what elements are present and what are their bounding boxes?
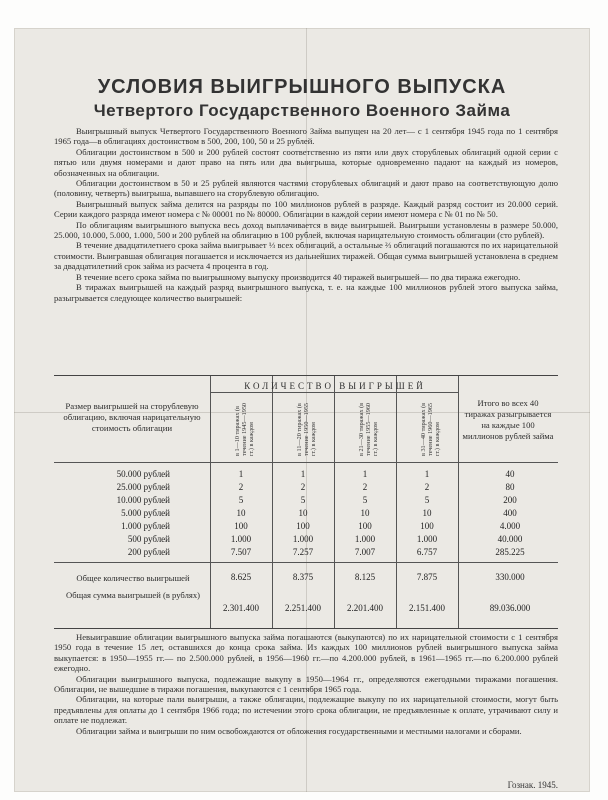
prize-count: 10 [236, 508, 246, 518]
prize-count: 2 [424, 482, 430, 492]
prize-size: 50.000 рублей [116, 469, 170, 479]
table-rule [210, 376, 211, 628]
prize-size: 200 рублей [127, 547, 170, 557]
prize-count: 10 [360, 508, 370, 518]
paragraph: Облигации выигрышного выпуска, подлежащие выкупу в 1950—1964 гг., определяются ежегодными тиражами погашения. Облигации, не вышедшие в тиражи погашения, выкупаются с 1 сентября 1965 года. [54, 673, 558, 695]
prize-size: 1.000 рублей [121, 521, 170, 531]
prize-count: 7.007 [354, 547, 376, 557]
summary-value: 8.125 [354, 572, 376, 582]
table-rule [54, 462, 558, 463]
prize-count: 100 [296, 521, 310, 531]
prize-total: 40.000 [497, 534, 523, 544]
prize-count: 100 [234, 521, 248, 531]
prize-total: 4.000 [499, 521, 521, 531]
summary-label: Общая сумма выигрышей (в рублях) [66, 590, 200, 600]
prize-count: 100 [420, 521, 434, 531]
paragraph: Облигации достоинством в 500 и 200 рублей состоят соответственно из пяти или двух сторублевых облигаций одной серии с пятью или двумя номерами и дают право на пять или два выигрыша, которые одновременно падают на каждый из номеров, обозначенных на облигации. [54, 146, 558, 178]
table-rule [54, 562, 558, 563]
period-header: в 31—40 тиражах (в течение 1960—1965 гг.) в каждом [420, 402, 441, 456]
prize-total: 80 [505, 482, 515, 492]
title-line-2: Четвертого Государственного Военного Займа [93, 101, 511, 120]
size-column-header: Размер выигрышей на сторублевую облигацию, включая нарицательную стоимость облигации [63, 401, 201, 433]
total-column-header: Итого во всех 40 тиражах разыгрывается на каждые 100 миллионов рублей займа [462, 398, 554, 441]
prize-size: 500 рублей [127, 534, 170, 544]
prize-total: 285.225 [495, 547, 525, 557]
closing-text [54, 632, 558, 736]
summary-value: 2.301.400 [223, 603, 259, 613]
table-rule [396, 376, 397, 628]
prize-table [54, 375, 558, 629]
prize-count: 1.000 [292, 534, 314, 544]
summary-value: 2.251.400 [285, 603, 321, 613]
summary-total: 89.036.000 [489, 603, 531, 613]
printer-imprint: Гознак. 1945. [507, 780, 558, 790]
title-line-1: УСЛОВИЯ ВЫИГРЫШНОГО ВЫПУСКА [97, 76, 507, 98]
summary-value: 8.625 [230, 572, 252, 582]
summary-total: 330.000 [495, 572, 525, 582]
paragraph: Облигации, на которые пали выигрыши, а также облигации, подлежащие выкупу по их нарицательной стоимости, могут быть предъявлены для оплаты до 1 сентября 1966 года; по истечении этого срока облигации, не предъявленные к оплате, утрачивают силу и оплате не подлежат. [54, 694, 558, 726]
summary-value: 7.875 [416, 572, 438, 582]
prize-count: 1 [300, 469, 306, 479]
intro-text [54, 126, 558, 303]
prize-total: 40 [505, 469, 515, 479]
paragraph: Облигации достоинством в 50 и 25 рублей являются частями сторублевых облигаций и дают право на соответствующую долю (половину, четверть) выигрыша, выпавшего на сторублевую облигацию. [54, 178, 558, 199]
prize-count: 5 [300, 495, 306, 505]
prize-count: 7.257 [292, 547, 314, 557]
paragraph: В течение двадцатилетнего срока займа выигрывает ⅓ всех облигаций, а остальные ⅔ облигаций погашаются по их нарицательной стоимости. Выигравшая облигация погашается и исключается из дальнейших тиражей. Общая сумма выигрышей установлена в среднем за двадцатилетний срок займа из расчета 4 процента в год. [54, 240, 558, 272]
table-rule [458, 376, 459, 628]
summary-value: 2.151.400 [409, 603, 445, 613]
prize-size: 5.000 рублей [121, 508, 170, 518]
prize-count: 1.000 [416, 534, 438, 544]
bond-conditions-sheet [14, 28, 590, 792]
period-header: в 1—10 тиражах (в течение 1945—1950 гг.) в каждом [234, 402, 255, 456]
paragraph: По облигациям выигрышного выпуска весь доход выплачивается в виде выигрышей. Выигрыши установлены в размере 50.000, 25.000, 10.000, 5.000, 1.000, 500 и 200 рублей на облигацию в 100 рублей, включая нарицательную стоимость облигации (сто рублей). [54, 219, 558, 241]
prize-count: 1 [362, 469, 368, 479]
prize-total: 400 [503, 508, 517, 518]
period-header: в 11—20 тиражах (в течение 1950—1955 гг.) в каждом [296, 402, 317, 456]
prize-count: 7.507 [230, 547, 252, 557]
summary-value: 8.375 [292, 572, 314, 582]
summary-label: Общее количество выигрышей [76, 573, 190, 583]
prize-count: 5 [238, 495, 244, 505]
paragraph: В тиражах выигрышей на каждый разряд выигрышного выпуска, т. е. на каждые 100 миллионов рублей этого выпуска займа, разыгрывается следующее количество выигрышей: [54, 282, 558, 303]
count-header: КОЛИЧЕСТВО ВЫИГРЫШЕЙ [244, 381, 426, 391]
prize-total: 200 [503, 495, 517, 505]
prize-count: 10 [422, 508, 432, 518]
prize-count: 1.000 [354, 534, 376, 544]
paragraph: В течение всего срока займа по выигрышному выпуску производится 40 тиражей выигрышей— по два тиража ежегодно. [76, 271, 521, 282]
prize-count: 5 [424, 495, 430, 505]
paragraph: Облигации займа и выигрыши по ним освобождаются от обложения государственными и местными налогами и сборами. [76, 725, 522, 736]
prize-count: 2 [238, 482, 244, 492]
prize-size: 25.000 рублей [116, 482, 170, 492]
prize-count: 1 [424, 469, 430, 479]
prize-count: 1 [238, 469, 244, 479]
table-rule [334, 376, 335, 628]
paragraph: Невыигравшие облигации выигрышного выпуска займа погашаются (выкупаются) по их нарицательной стоимости с 1 сентября 1950 года в течение 15 лет, оставшихся до конца срока займа. Из каждых 100 миллионов рублей выигрышного выпуска займа выкупается: в 1950—1955 гг.— по 2.500.000 рублей, в 1956—1960 гг.—по 4.200.000 рублей, в 1961—1965 гг.—по 6.200.000 рублей ежегодно. [54, 632, 558, 674]
table-rule [272, 376, 273, 628]
prize-size: 10.000 рублей [116, 495, 170, 505]
paragraph: Выигрышный выпуск займа делится на разряды по 100 миллионов рублей в разряде. Каждый разряд состоит из 20.000 серий. Серии каждого разряда имеют номера с № 00001 по № 80000. Облигации в каждой серии имеют номера с № 01 по № 50. [54, 198, 558, 220]
prize-count: 2 [362, 482, 368, 492]
period-header: в 21—30 тиражах (в течение 1955—1960 гг.) в каждом [358, 402, 379, 456]
summary-value: 2.201.400 [347, 603, 383, 613]
prize-count: 5 [362, 495, 368, 505]
prize-count: 10 [298, 508, 308, 518]
prize-count: 2 [300, 482, 306, 492]
prize-count: 100 [358, 521, 372, 531]
table-rule [210, 392, 458, 393]
prize-count: 6.757 [416, 547, 438, 557]
prize-count: 1.000 [230, 534, 252, 544]
paragraph: Выигрышный выпуск Четвертого Государственного Военного Займа выпущен на 20 лет— с 1 сентября 1945 года по 1 сентября 1965 года—в облигациях достоинством в 500, 200, 100, 50 и 25 рублей. [54, 126, 558, 147]
